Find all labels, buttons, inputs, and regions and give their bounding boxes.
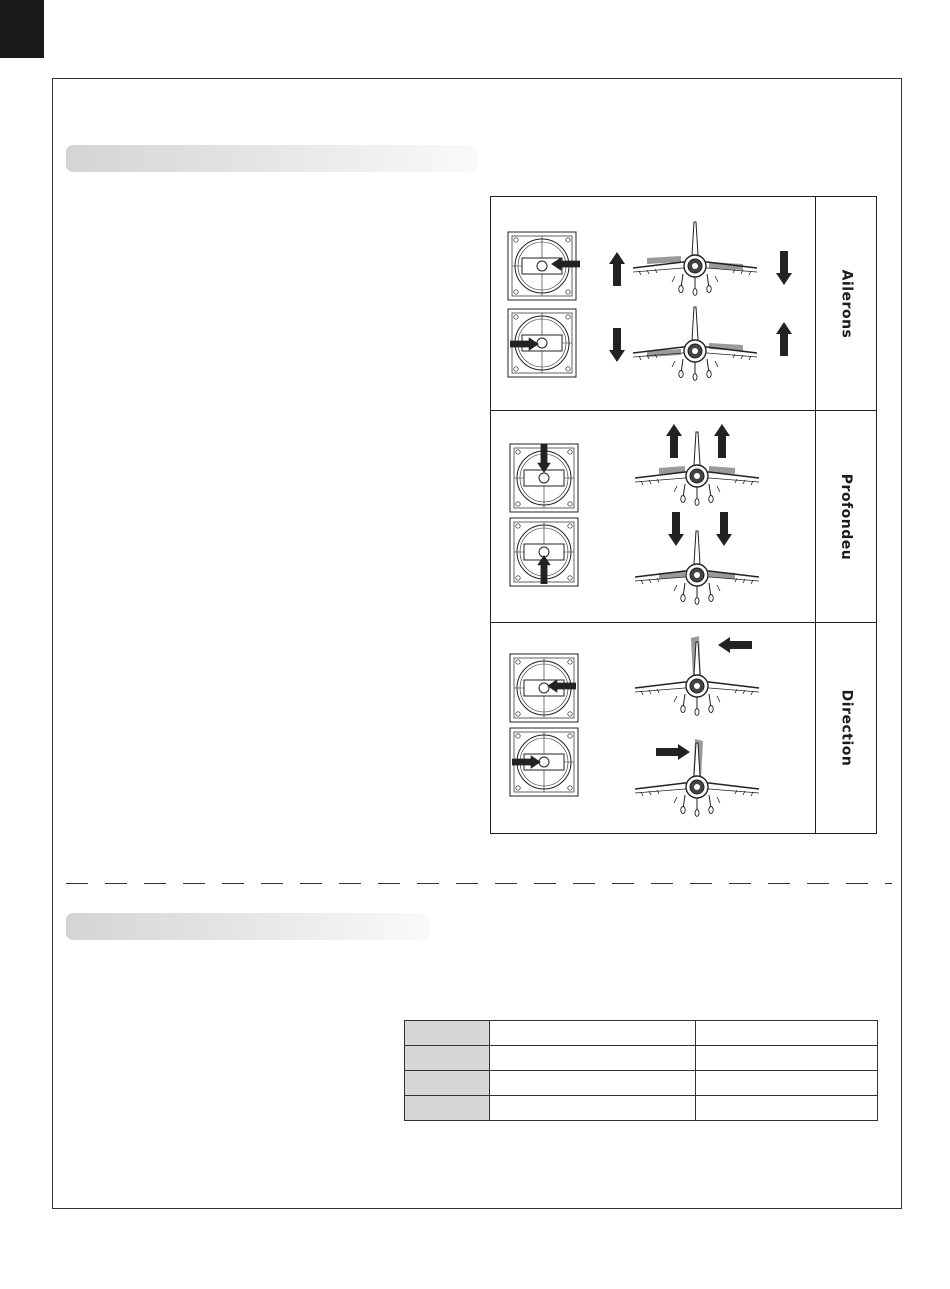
section-header-bar-table xyxy=(66,913,429,940)
page-corner-tab xyxy=(0,0,44,58)
arrow-down-icon xyxy=(668,512,684,546)
rudder-label-cell xyxy=(815,622,877,834)
arrow-up-icon xyxy=(714,424,730,458)
jet-front-view-icon xyxy=(633,307,757,380)
table-row xyxy=(405,1096,878,1121)
arrow-up-icon xyxy=(609,252,625,286)
table-header-cell xyxy=(405,1071,490,1096)
table-row xyxy=(405,1071,878,1096)
table-cell xyxy=(490,1021,696,1046)
arrow-down-icon xyxy=(776,251,792,285)
section-header-bar-controls xyxy=(66,145,478,172)
spec-table xyxy=(404,1020,878,1121)
table-cell xyxy=(696,1046,878,1071)
elevator-diagram xyxy=(490,410,816,623)
table-header-cell xyxy=(405,1021,490,1046)
arrow-left-icon xyxy=(718,637,752,653)
arrow-up-icon xyxy=(776,322,792,356)
table-cell xyxy=(490,1096,696,1121)
table-cell xyxy=(490,1046,696,1071)
jet-front-view-icon xyxy=(635,432,759,505)
ailerons-label: Ailerons xyxy=(838,269,854,338)
arrow-up-icon xyxy=(666,424,682,458)
table-header-cell xyxy=(405,1096,490,1121)
rudder-label: Direction xyxy=(838,689,855,767)
elevator-label-cell xyxy=(815,410,877,623)
arrow-down-icon xyxy=(716,512,732,546)
table-cell xyxy=(490,1071,696,1096)
jet-front-view-icon xyxy=(635,531,759,604)
table-row xyxy=(405,1046,878,1071)
section-divider xyxy=(66,883,892,884)
table-row xyxy=(405,1021,878,1046)
jet-front-view-icon xyxy=(635,739,759,816)
elevator-label: Profondeu xyxy=(838,473,855,560)
table-cell xyxy=(696,1021,878,1046)
rudder-diagram xyxy=(490,622,816,834)
ailerons-label-cell xyxy=(815,196,877,411)
arrow-down-icon xyxy=(609,328,625,362)
jet-front-view-icon xyxy=(633,222,757,295)
arrow-right-icon xyxy=(656,744,690,760)
table-cell xyxy=(696,1096,878,1121)
table-cell xyxy=(696,1071,878,1096)
ailerons-diagram xyxy=(490,196,816,411)
table-header-cell xyxy=(405,1046,490,1071)
